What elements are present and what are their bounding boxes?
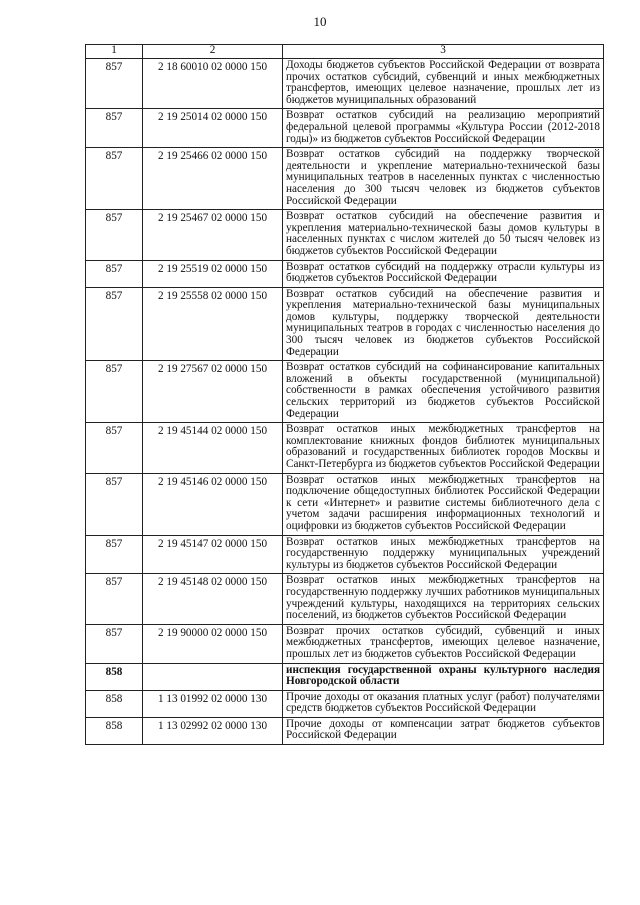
budget-code-cell: 2 19 25014 02 0000 150 (143, 109, 283, 148)
description-cell: Прочие доходы от оказания платных услуг (работ) получателями средств бюджетов субъектов Российской Федерации (283, 690, 604, 717)
admin-code-cell: 857 (86, 535, 143, 574)
admin-code-cell: 857 (86, 361, 143, 423)
description-cell: Возврат остатков субсидий на обеспечение развития и укрепления материально-технической базы муниципальных домов культуры, поддержку творческой деятельности муниципальных театров в городах с численностью населения до 300 тысяч человек из бюджетов субъектов Российской Федерации (283, 287, 604, 361)
budget-code-cell: 2 19 90000 02 0000 150 (143, 624, 283, 663)
table-row (86, 260, 604, 287)
table-row (86, 535, 604, 574)
description-cell: Прочие доходы от компенсации затрат бюджетов субъектов Российской Федерации (283, 717, 604, 744)
table-row (86, 423, 604, 473)
table-row (86, 624, 604, 663)
table-row (86, 473, 604, 535)
description-cell: Возврат остатков иных межбюджетных трансфертов на государственную поддержку лучших работников муниципальных учреждений культуры, находящихся на территориях сельских поселений, из бюджетов субъектов Российской Федерации (283, 574, 604, 624)
description-cell: Возврат остатков субсидий на обеспечение развития и укрепления материально-технической базы домов культуры в населенных пунктах с числом жителей до 50 тысяч человек из бюджетов субъектов Российской Федерации (283, 210, 604, 260)
description-cell: Возврат остатков иных межбюджетных трансфертов на комплектование книжных фондов библиотек муниципальных образований и государственных библиотек городов Москвы и Санкт-Петербурга из бюджетов субъектов Российской Федерации (283, 423, 604, 473)
budget-code-cell: 1 13 01992 02 0000 130 (143, 690, 283, 717)
description-cell: Возврат остатков иных межбюджетных трансфертов на подключение общедоступных библиотек Российской Федерации к сети «Интернет» и развитие системы библиотечного дела с учетом задачи расширения информационных технологий и оцифровки из бюджетов субъектов Российской Федерации (283, 473, 604, 535)
table-row (86, 109, 604, 148)
description-cell: инспекция государственной охраны культурного наследия Новгородской области (283, 663, 604, 690)
table-row (86, 287, 604, 361)
admin-code-cell: 857 (86, 59, 143, 109)
table-row (86, 690, 604, 717)
admin-code-cell: 857 (86, 109, 143, 148)
budget-code-cell: 2 19 25466 02 0000 150 (143, 148, 283, 210)
budget-code-cell: 2 19 45147 02 0000 150 (143, 535, 283, 574)
admin-code-cell: 857 (86, 473, 143, 535)
table-row (86, 361, 604, 423)
column-header-1: 1 (86, 45, 143, 59)
table-row (86, 574, 604, 624)
admin-code-cell: 857 (86, 260, 143, 287)
budget-code-cell: 2 19 25519 02 0000 150 (143, 260, 283, 287)
budget-code-cell: 2 18 60010 02 0000 150 (143, 59, 283, 109)
budget-code-cell: 2 19 45144 02 0000 150 (143, 423, 283, 473)
budget-code-cell: 2 19 45148 02 0000 150 (143, 574, 283, 624)
page-number: 10 (313, 14, 327, 29)
table-header-row (86, 45, 604, 59)
budget-code-cell: 2 19 27567 02 0000 150 (143, 361, 283, 423)
budget-code-cell: 2 19 45146 02 0000 150 (143, 473, 283, 535)
budget-code-cell (143, 663, 283, 690)
table-row (86, 148, 604, 210)
table-row (86, 663, 604, 690)
admin-code-cell: 857 (86, 423, 143, 473)
admin-code-cell: 858 (86, 663, 143, 690)
admin-code-cell: 857 (86, 574, 143, 624)
admin-code-cell: 858 (86, 690, 143, 717)
admin-code-cell: 857 (86, 210, 143, 260)
table-row (86, 717, 604, 744)
revenue-classification-table (85, 44, 604, 745)
admin-code-cell: 857 (86, 624, 143, 663)
description-cell: Возврат остатков субсидий на поддержку отрасли культуры из бюджетов субъектов Российской Федерации (283, 260, 604, 287)
admin-code-cell: 858 (86, 717, 143, 744)
budget-code-cell: 1 13 02992 02 0000 130 (143, 717, 283, 744)
description-cell: Возврат прочих остатков субсидий, субвенций и иных межбюджетных трансфертов, имеющих целевое назначение, прошлых лет из бюджетов субъектов Российской Федерации (283, 624, 604, 663)
table-row (86, 210, 604, 260)
column-header-3: 3 (283, 45, 604, 59)
description-cell: Возврат остатков субсидий на софинансирование капитальных вложений в объекты государственной (муниципальной) собственности в рамках обеспечения устойчивого развития сельских территорий из бюджетов субъектов Российской Федерации (283, 361, 604, 423)
column-header-2: 2 (143, 45, 283, 59)
admin-code-cell: 857 (86, 287, 143, 361)
description-cell: Возврат остатков субсидий на поддержку творческой деятельности и укрепление материально-технической базы муниципальных театров в населенных пунктах с численностью населения до 300 тысяч человек из бюджетов субъектов Российской Федерации (283, 148, 604, 210)
budget-code-cell: 2 19 25558 02 0000 150 (143, 287, 283, 361)
budget-code-cell: 2 19 25467 02 0000 150 (143, 210, 283, 260)
description-cell: Возврат остатков иных межбюджетных трансфертов на государственную поддержку муниципальных учреждений культуры из бюджетов субъектов Российской Федерации (283, 535, 604, 574)
admin-code-cell: 857 (86, 148, 143, 210)
description-cell: Возврат остатков субсидий на реализацию мероприятий федеральной целевой программы «Культура России (2012-2018 годы)» из бюджетов субъектов Российской Федерации (283, 109, 604, 148)
table-body (86, 59, 604, 745)
description-cell: Доходы бюджетов субъектов Российской Федерации от возврата прочих остатков субсидий, субвенций и иных межбюджетных трансфертов, имеющих целевое назначение, прошлых лет из бюджетов муниципальных образований (283, 59, 604, 109)
table-row (86, 59, 604, 109)
